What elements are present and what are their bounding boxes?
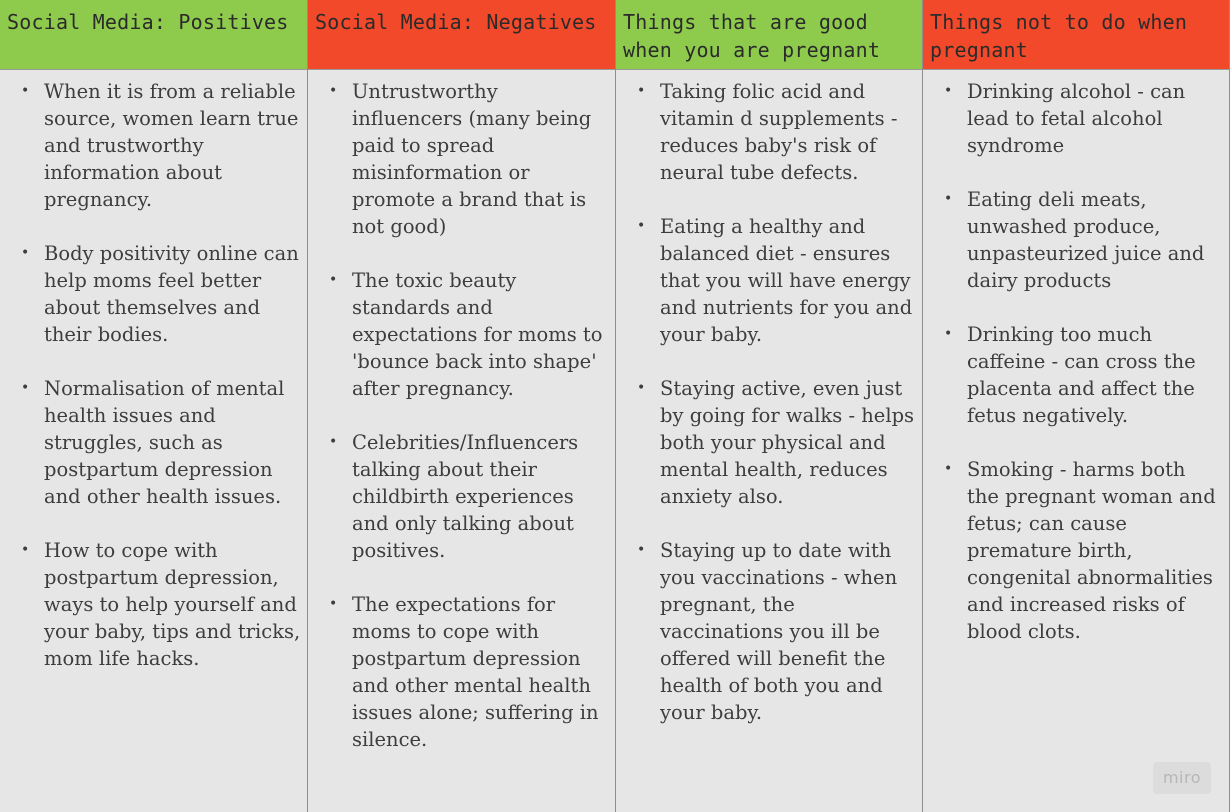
list-item-text: Eating deli meats, unwashed produce, unpasteurized juice and dairy products [967, 188, 1205, 292]
list-item-text: Body positivity online can help moms feel better about themselves and their bodies. [44, 242, 299, 346]
bullet-icon: • [944, 461, 953, 477]
list-item[interactable] [0, 78, 301, 213]
bullet-icon: • [21, 245, 30, 261]
bullet-list [308, 70, 615, 753]
bullet-icon: • [329, 596, 338, 612]
list-item[interactable] [616, 213, 916, 348]
list-item-text: Drinking alcohol - can lead to fetal alcohol syndrome [967, 80, 1186, 157]
miro-watermark: miro [1153, 762, 1211, 794]
column-header[interactable]: Things that are good when you are pregnant [616, 0, 922, 70]
bullet-icon: • [21, 542, 30, 558]
list-item-text: Celebrities/Influencers talking about their childbirth experiences and only talking about positives. [352, 431, 579, 562]
list-item-text: When it is from a reliable source, women learn true and trustworthy information about pregnancy. [44, 80, 299, 211]
list-item[interactable] [308, 267, 609, 402]
bullet-icon: • [21, 83, 30, 99]
list-item-text: Normalisation of mental health issues and struggles, such as postpartum depression and other health issues. [44, 377, 285, 508]
list-item-text: Drinking too much caffeine - can cross the placenta and affect the fetus negatively. [967, 323, 1196, 427]
list-item[interactable] [308, 591, 609, 753]
list-item-text: Eating a healthy and balanced diet - ensures that you will have energy and nutrients for you and your baby. [660, 215, 913, 346]
column-not-to-do-when-pregnant [923, 0, 1230, 812]
list-item-text: Taking folic acid and vitamin d supplements - reduces baby's risk of neural tube defects. [660, 80, 898, 184]
bullet-list [0, 70, 307, 672]
column-header[interactable]: Things not to do when pregnant [923, 0, 1229, 70]
bullet-icon: • [944, 83, 953, 99]
list-item-text: The toxic beauty standards and expectations for moms to 'bounce back into shape' after pregnancy. [352, 269, 603, 400]
bullet-icon: • [329, 272, 338, 288]
column-header[interactable]: Social Media: Negatives [308, 0, 615, 70]
bullet-icon: • [637, 542, 646, 558]
list-item[interactable] [308, 429, 609, 564]
list-item-text: Untrustworthy influencers (many being paid to spread misinformation or promote a brand that is not good) [352, 80, 592, 238]
list-item-text: How to cope with postpartum depression, ways to help yourself and your baby, tips and tricks, mom life hacks. [44, 539, 301, 670]
list-item-text: Staying active, even just by going for walks - helps both your physical and mental health, reduces anxiety also. [660, 377, 915, 508]
list-item[interactable] [616, 78, 916, 186]
list-item-text: Smoking - harms both the pregnant woman and fetus; can cause premature birth, congenital abnormalities and increased risks of blood clots. [967, 458, 1216, 643]
column-social-media-negatives [308, 0, 616, 812]
list-item[interactable] [923, 78, 1223, 159]
column-good-when-pregnant [616, 0, 923, 812]
list-item[interactable] [0, 240, 301, 348]
column-header[interactable]: Social Media: Positives [0, 0, 307, 70]
bullet-icon: • [329, 83, 338, 99]
bullet-icon: • [944, 191, 953, 207]
list-item[interactable] [923, 456, 1223, 645]
list-item[interactable] [616, 537, 916, 726]
list-item-text: Staying up to date with you vaccinations - when pregnant, the vaccinations you ill be offered will benefit the health of both you and your baby. [660, 539, 898, 724]
bullet-icon: • [944, 326, 953, 342]
bullet-icon: • [637, 218, 646, 234]
list-item[interactable] [0, 375, 301, 510]
bullet-icon: • [329, 434, 338, 450]
bullet-list [616, 70, 922, 726]
bullet-icon: • [637, 380, 646, 396]
column-social-media-positives [0, 0, 308, 812]
list-item[interactable] [923, 321, 1223, 429]
bullet-icon: • [637, 83, 646, 99]
bullet-icon: • [21, 380, 30, 396]
list-item[interactable] [0, 537, 301, 672]
list-item[interactable] [923, 186, 1223, 294]
bullet-list [923, 70, 1229, 645]
list-item-text: The expectations for moms to cope with postpartum depression and other mental health issues alone; suffering in silence. [352, 593, 599, 751]
list-item[interactable] [308, 78, 609, 240]
list-item[interactable] [616, 375, 916, 510]
